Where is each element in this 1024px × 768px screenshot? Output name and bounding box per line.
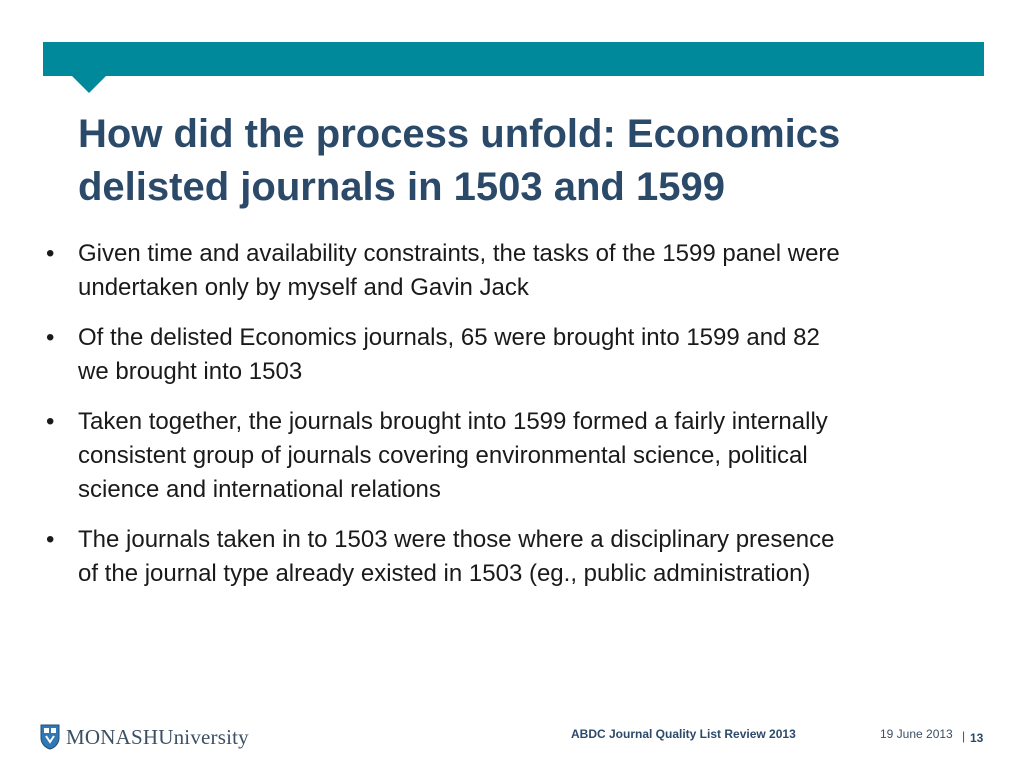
bullet-list: [46, 237, 996, 607]
footer-date: 19 June 2013: [880, 727, 953, 741]
header-accent-bar: [43, 42, 984, 76]
bullet-item-1: [46, 237, 996, 305]
bullet-item-4: [46, 523, 996, 591]
logo-text: [66, 725, 249, 750]
bullet-text-line: consistent group of journals covering environmental science, political: [78, 442, 808, 469]
bullet-text-line: Taken together, the journals brought into 1599 formed a fairly internally: [78, 408, 828, 435]
bullet-text-line: Given time and availability constraints, the tasks of the 1599 panel were: [78, 240, 840, 267]
page-number: 13: [970, 731, 984, 745]
bullet-marker: •: [46, 408, 55, 435]
bullet-item-3: [46, 405, 996, 507]
footer-presentation-title: ABDC Journal Quality List Review 2013: [571, 727, 796, 741]
bullet-text-line: we brought into 1503: [78, 358, 303, 385]
logo-text-secondary: University: [158, 724, 249, 749]
header-accent-notch: [72, 76, 106, 93]
bullet-marker: •: [46, 324, 55, 351]
bullet-marker: •: [46, 526, 55, 553]
footer-separator: |: [962, 729, 966, 743]
monash-crest-icon: [40, 724, 60, 750]
bullet-marker: •: [46, 240, 55, 267]
bullet-text-line: science and international relations: [78, 476, 441, 503]
monash-university-logo: [40, 722, 249, 752]
bullet-text-line: of the journal type already existed in 1503 (eg., public administration): [78, 560, 811, 587]
bullet-text-line: Of the delisted Economics journals, 65 were brought into 1599 and 82: [78, 324, 820, 351]
bullet-text-line: undertaken only by myself and Gavin Jack: [78, 274, 529, 301]
logo-text-primary: MONASH: [66, 724, 159, 749]
slide-title-line-2: delisted journals in 1503 and 1599: [78, 165, 725, 209]
bullet-item-2: [46, 321, 996, 389]
slide-title-line-1: How did the process unfold: Economics: [78, 112, 841, 156]
slide-title: [78, 108, 978, 214]
bullet-text-line: The journals taken in to 1503 were those where a disciplinary presence: [78, 526, 835, 553]
